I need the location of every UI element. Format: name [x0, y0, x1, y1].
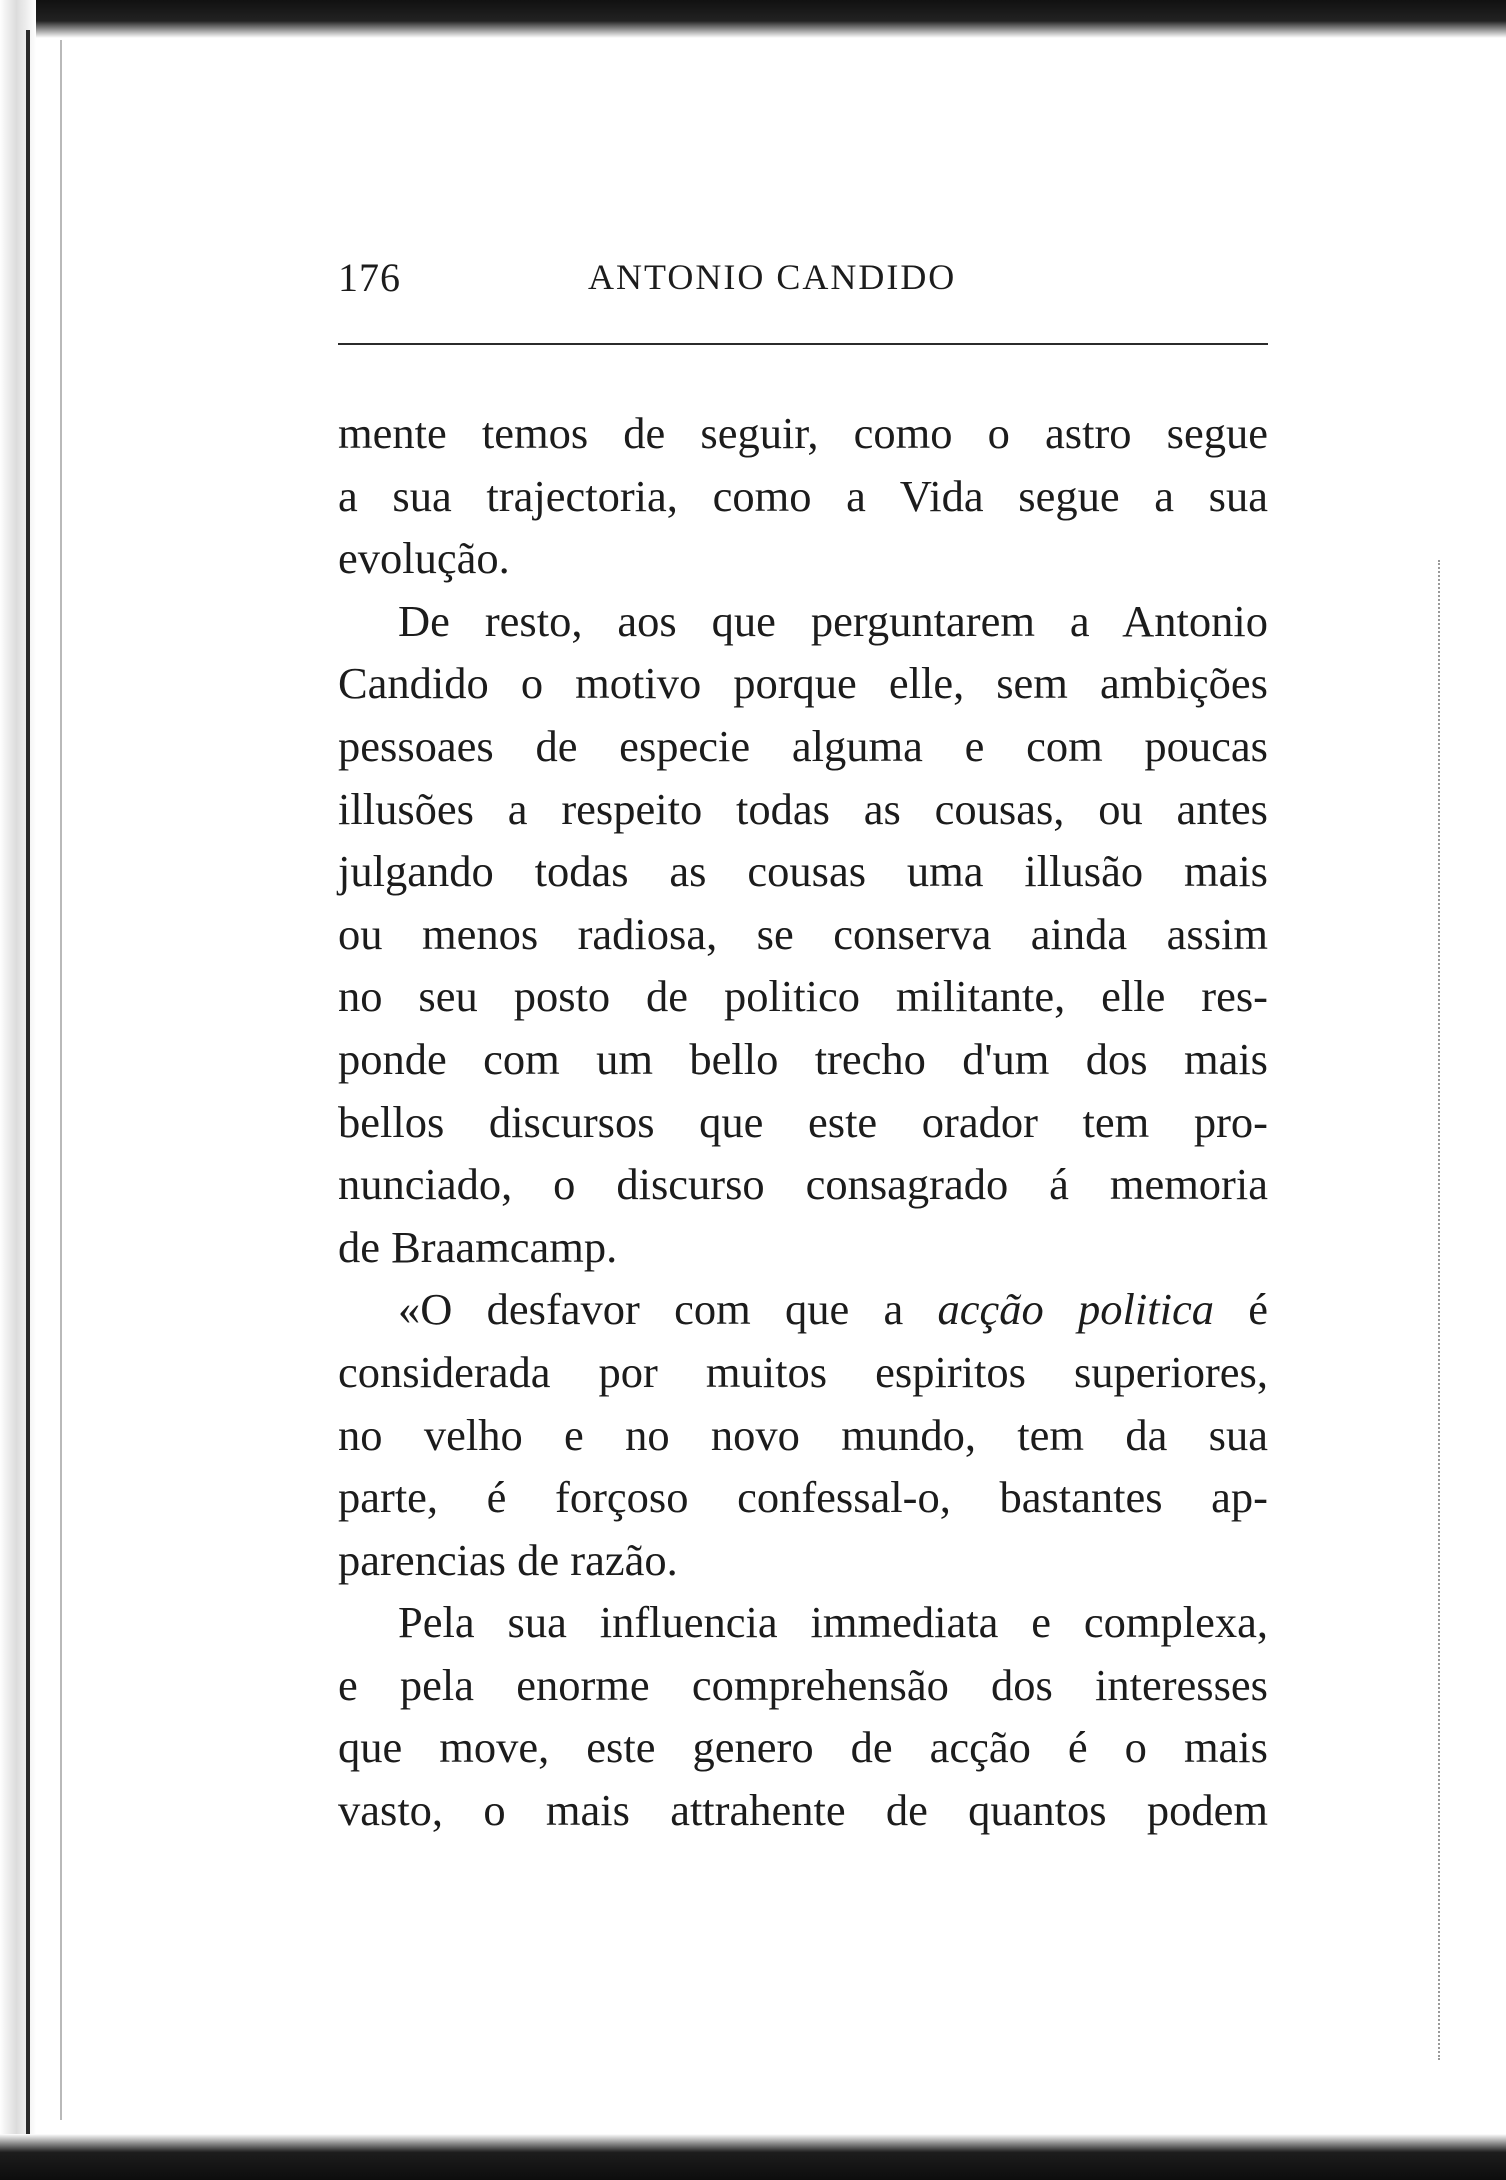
text-line: ou menos radiosa, se conserva ainda assim	[338, 908, 1268, 959]
scan-left-shadow-line	[60, 40, 62, 2120]
text-line: parencias de razão.	[338, 1534, 678, 1585]
text-line: no velho e no novo mundo, tem da sua	[338, 1409, 1268, 1460]
text-line: illusões a respeito todas as cousas, ou antes	[338, 783, 1268, 834]
text-line	[338, 1278, 1268, 1341]
scan-bottom-edge	[0, 2134, 1506, 2180]
scan-left-binding-line	[26, 30, 30, 2140]
quote-opening: «O desfavor com que a	[398, 1284, 904, 1335]
quote-line-end: é	[1248, 1284, 1269, 1335]
scan-right-speckle	[1438, 560, 1442, 2060]
text-line: De resto, aos que perguntarem a Antonio	[398, 595, 1268, 646]
text-line: que move, este genero de acção é o mais	[338, 1722, 1268, 1773]
text-line: julgando todas as cousas uma illusão mais	[338, 846, 1268, 897]
running-head: ANTONIO CANDIDO	[588, 257, 957, 297]
header-rule	[338, 343, 1268, 345]
text-line: mente temos de seguir, como o astro segue	[338, 408, 1268, 458]
page-header	[338, 250, 1268, 310]
paragraph-3-quote	[338, 1278, 1268, 1591]
text-line: vasto, o mais attrahente de quantos podem	[338, 1785, 1268, 1836]
text-line: Pela sua influencia immediata e complexa,	[398, 1597, 1268, 1648]
paragraph-2	[338, 590, 1268, 1279]
text-line: nunciado, o discurso consagrado á memoria	[338, 1159, 1268, 1210]
text-line: evolução.	[338, 533, 510, 584]
text-line: considerada por muitos espiritos superiores,	[338, 1346, 1268, 1397]
text-line: no seu posto de politico militante, elle res-	[338, 971, 1268, 1022]
text-line: bellos discursos que este orador tem pro-	[338, 1096, 1268, 1147]
italic-phrase: acção politica	[937, 1284, 1214, 1335]
paragraph-1	[338, 402, 1268, 590]
text-line: Candido o motivo porque elle, sem ambições	[338, 658, 1268, 709]
text-line: pessoaes de especie alguma e com poucas	[338, 720, 1268, 771]
text-body	[338, 402, 1268, 1842]
paragraph-4	[338, 1591, 1268, 1841]
scan-left-edge	[0, 0, 36, 2180]
text-line: ponde com um bello trecho d'um dos mais	[338, 1033, 1268, 1084]
text-line: de Braamcamp.	[338, 1221, 618, 1272]
text-line: e pela enorme comprehensão dos interesses	[338, 1659, 1268, 1710]
text-line: a sua trajectoria, como a Vida segue a sua	[338, 470, 1268, 521]
scan-top-edge	[0, 0, 1506, 38]
page-number: 176	[338, 255, 401, 300]
text-line: parte, é forçoso confessal-o, bastantes ap-	[338, 1472, 1268, 1523]
